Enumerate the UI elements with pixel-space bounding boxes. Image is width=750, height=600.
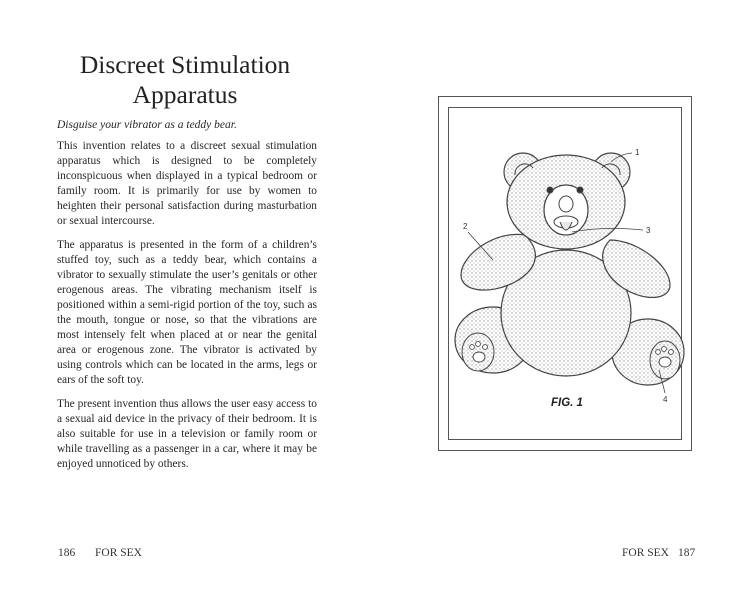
callout-4: 4 (663, 395, 668, 404)
nose (559, 196, 573, 212)
paragraph: The present invention thus allows the user easy access to a sexual aid device in the privacy of their bedroom. It is also suitable for use in a television or family room or while travelling as a passenger in a car, where it may be enjoyed unnoticed by others. (57, 397, 317, 470)
left-paw-toe (470, 345, 475, 350)
right-eye (577, 187, 583, 193)
subtitle: Disguise your vibrator as a teddy bear. (57, 119, 237, 131)
page-number-left: 186 (58, 547, 76, 559)
right-paw-toe (662, 347, 667, 352)
title-line-2: Apparatus (132, 80, 238, 109)
callout-2: 2 (463, 222, 468, 231)
left-paw-toe (476, 342, 481, 347)
right-paw-toe (656, 350, 661, 355)
right-paw-pad (659, 357, 671, 367)
callout-3: 3 (646, 226, 651, 235)
right-page (375, 0, 750, 600)
paragraph: The apparatus is presented in the form of a children’s stuffed toy, such as a teddy bear, which contains a vibrator to sexually stimulate the user’s genitals or other erogenous areas. The vibrating mechanism itself is positioned within a semi-rigid portion of the toy, such as the mouth, tongue or nose, so that the vibrations are most intensely felt when placed at or near the genital area or erogenous zone. The vibrator is activated by using controls which can be located in the arms, legs or ears of the soft toy. (57, 238, 317, 387)
figure-label: FIG. 1 (551, 397, 583, 409)
paragraph: This invention relates to a discreet sexual stimulation apparatus which is designed to be completely inconspicuous when displayed in a typical bedroom or family room. It is primarily for use by women to heighten their personal satisfaction during masturbation or sexual intercourse. (57, 140, 317, 228)
right-paw-toe (669, 350, 674, 355)
body-text (57, 139, 317, 480)
teddy-bear-patent-drawing (375, 0, 750, 600)
running-footer-left: FOR SEX (95, 547, 142, 559)
page-number-right: 187 (678, 547, 696, 559)
left-paw-toe (483, 345, 488, 350)
title-line-1: Discreet Stimulation (79, 50, 291, 79)
page-title (60, 50, 310, 110)
callout-1: 1 (635, 148, 640, 157)
running-footer-right: FOR SEX (622, 547, 669, 559)
left-paw-pad (473, 352, 485, 362)
left-eye (547, 187, 553, 193)
